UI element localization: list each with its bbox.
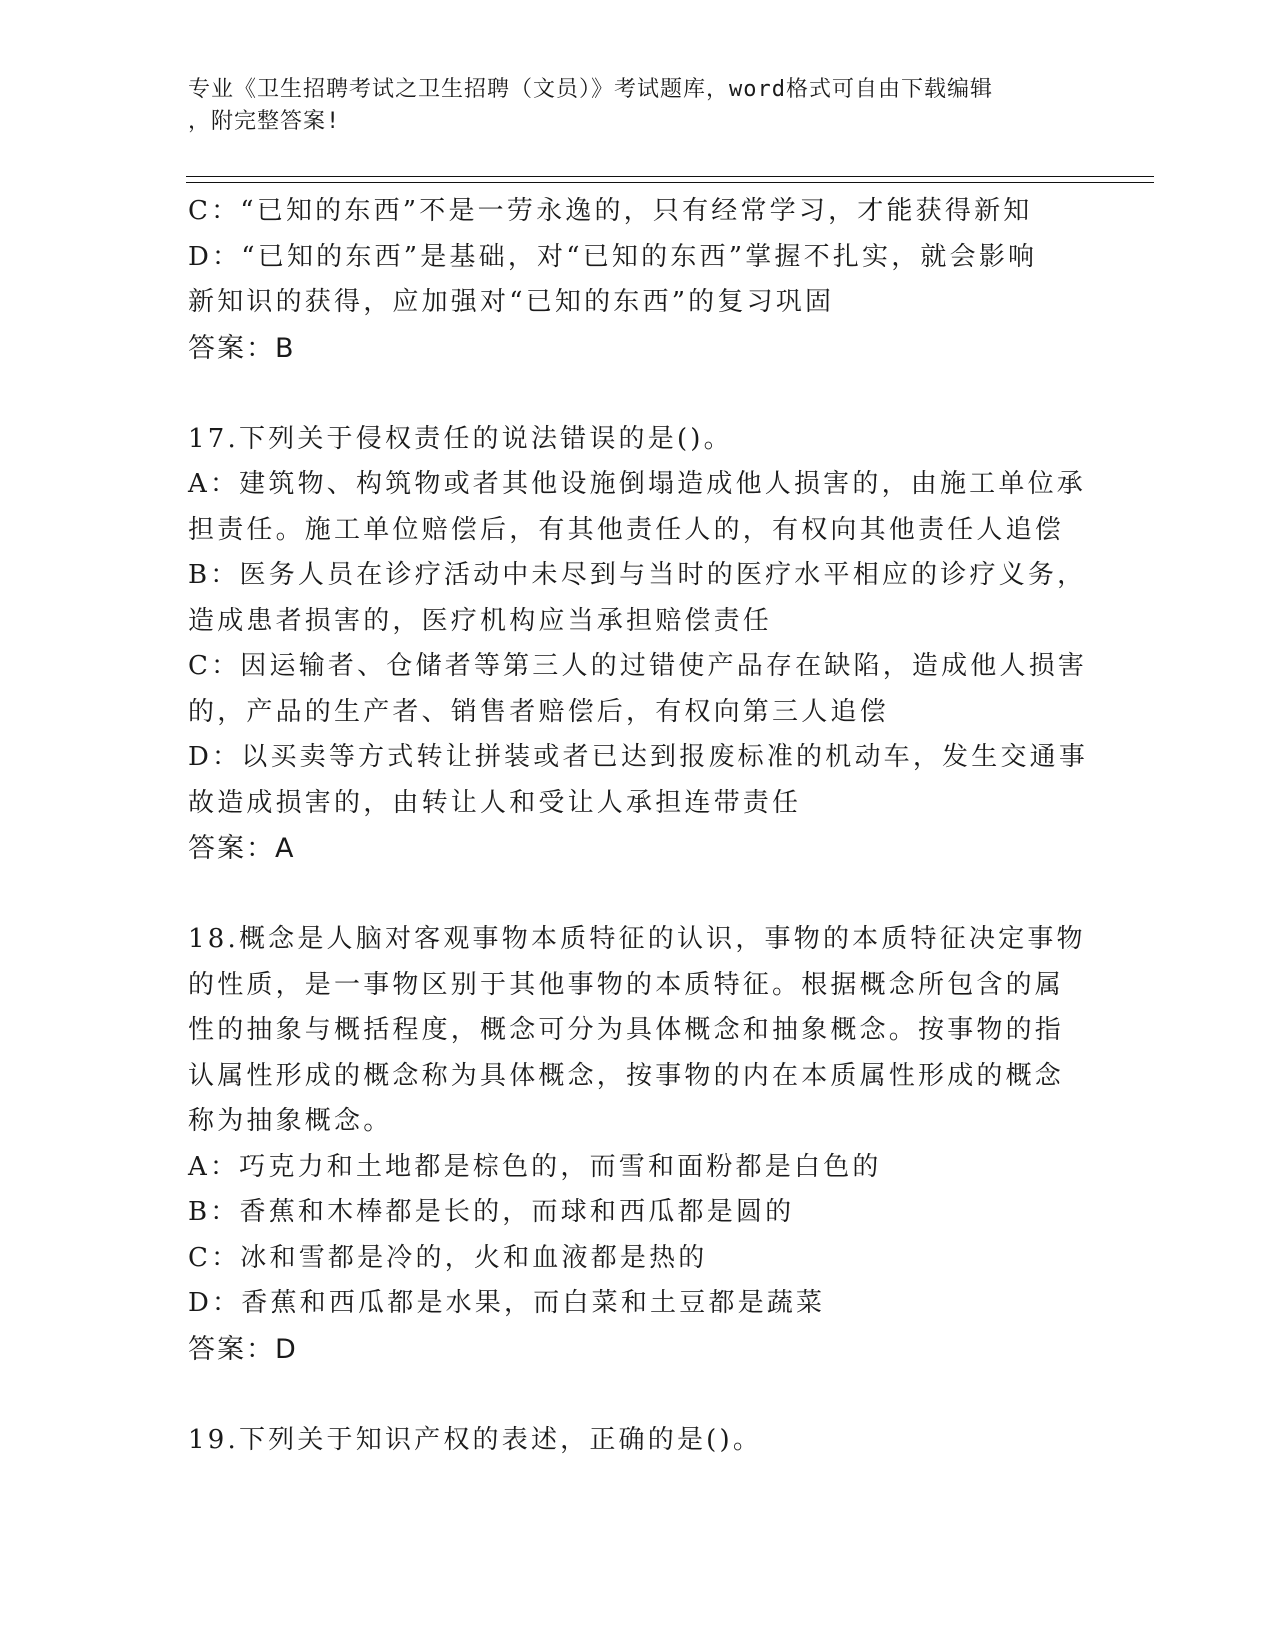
spacer xyxy=(188,371,1088,417)
question-text: 17.下列关于侵权责任的说法错误的是()。 xyxy=(188,423,733,454)
question-16 xyxy=(188,189,1088,371)
question-text-line-4: 认属性形成的概念称为具体概念，按事物的内在本质属性形成的概念 xyxy=(188,1060,1065,1091)
option-a-line-1: A：建筑物、构筑物或者其他设施倒塌造成他人损害的，由施工单位承 xyxy=(188,469,1086,499)
question-text-line-5: 称为抽象概念。 xyxy=(188,1106,393,1136)
option-b: B：香蕉和木棒都是长的，而球和西瓜都是圆的 xyxy=(188,1197,795,1227)
question-text-line-2: 的性质，是一事物区别于其他事物的本质特征。根据概念所包含的属 xyxy=(188,969,1065,1000)
option-c: C：“已知的东西”不是一劳永逸的，只有经常学习，才能获得新知 xyxy=(188,196,1033,226)
option-d-line-2: 新知识的获得，应加强对“已知的东西”的复习巩固 xyxy=(188,287,835,317)
header-divider-bottom xyxy=(186,182,1154,183)
option-d-line-1: D：“已知的东西”是基础，对“已知的东西”掌握不扎实，就会影响 xyxy=(188,241,1038,272)
header-line-1: 专业《卫生招聘考试之卫生招聘（文员）》考试题库，word格式可自由下载编辑 xyxy=(188,77,993,102)
answer-line: 答案：B xyxy=(188,332,296,364)
document-header xyxy=(188,74,1068,138)
question-18 xyxy=(188,917,1088,1372)
option-c-line-2: 的，产品的生产者、销售者赔偿后，有权向第三人追偿 xyxy=(188,696,889,727)
question-text-line-1: 18.概念是人脑对客观事物本质特征的认识，事物的本质特征决定事物 xyxy=(188,924,1086,954)
question-content xyxy=(188,189,1088,1463)
option-d: D：香蕉和西瓜都是水果，而白菜和土豆都是蔬菜 xyxy=(188,1288,826,1318)
spacer xyxy=(188,1372,1088,1418)
option-b-line-1: B：医务人员在诊疗活动中未尽到与当时的医疗水平相应的诊疗义务， xyxy=(188,560,1087,590)
option-b-line-2: 造成患者损害的，医疗机构应当承担赔偿责任 xyxy=(188,605,773,636)
option-d-line-2: 故造成损害的，由转让人和受让人承担连带责任 xyxy=(188,787,802,818)
option-a: A：巧克力和土地都是棕色的，而雪和面粉都是白色的 xyxy=(188,1151,882,1182)
question-19 xyxy=(188,1418,1088,1464)
question-17 xyxy=(188,417,1088,872)
question-text: 19.下列关于知识产权的表述，正确的是()。 xyxy=(188,1424,763,1455)
header-line-2: ，附完整答案! xyxy=(188,109,341,134)
question-text-line-3: 性的抽象与概括程度，概念可分为具体概念和抽象概念。按事物的指 xyxy=(188,1015,1065,1045)
option-a-line-2: 担责任。施工单位赔偿后，有其他责任人的，有权向其他责任人追偿 xyxy=(188,514,1065,545)
option-c-line-1: C：因运输者、仓储者等第三人的过错使产品存在缺陷，造成他人损害 xyxy=(188,651,1088,681)
answer-line: 答案：D xyxy=(188,1333,298,1365)
option-c: C：冰和雪都是冷的，火和血液都是热的 xyxy=(188,1242,708,1273)
answer-line: 答案：A xyxy=(188,833,296,864)
header-divider-top xyxy=(186,176,1154,177)
option-d-line-1: D：以买卖等方式转让拼装或者已达到报废标准的机动车，发生交通事 xyxy=(188,742,1089,772)
spacer xyxy=(188,872,1088,918)
